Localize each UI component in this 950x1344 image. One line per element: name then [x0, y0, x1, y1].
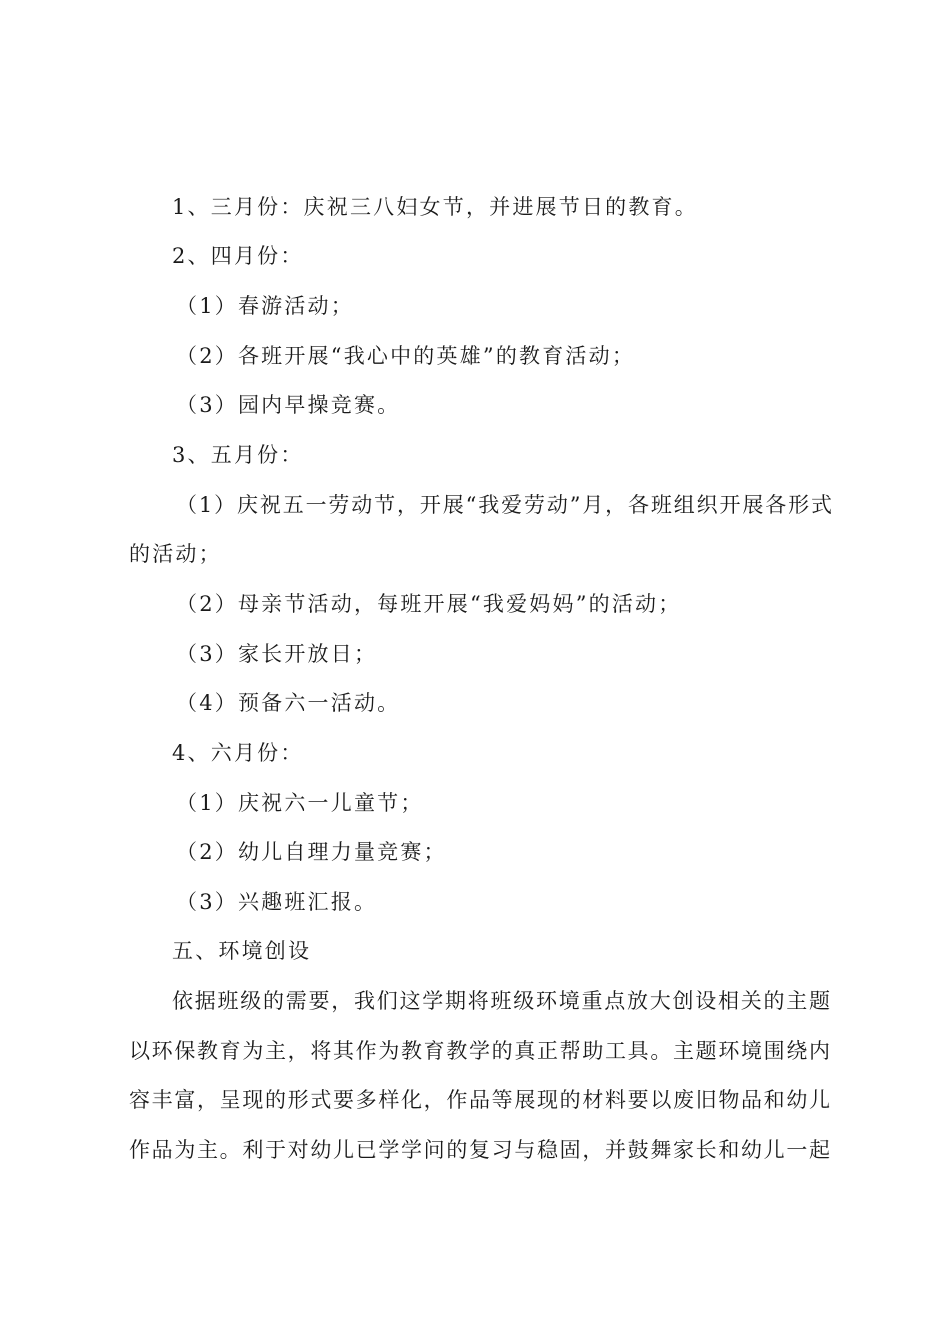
may-sub-item-1-continued: 的活动；: [129, 542, 222, 566]
april-heading: 2、四月份：: [172, 244, 304, 268]
june-sub-item-1: （1）庆祝六一儿童节；: [176, 791, 424, 815]
may-sub-item-2: （2）母亲节活动，每班开展“我爱妈妈”的活动；: [176, 592, 682, 616]
may-sub-item-3: （3）家长开放日；: [176, 642, 378, 666]
may-sub-item-1: （1）庆祝五一劳动节，开展“我爱劳动”月，各班组织开展各形式: [176, 493, 832, 517]
may-sub-item-4: （4）预备六一活动。: [176, 691, 401, 715]
april-sub-item-1: （1）春游活动；: [176, 294, 354, 318]
april-sub-item-2: （2）各班开展“我心中的英雄”的教育活动；: [176, 344, 636, 368]
april-sub-item-3: （3）园内早操竞赛。: [176, 393, 401, 417]
environment-paragraph-line-2: 以环保教育为主，将其作为教育教学的真正帮助工具。主题环境围绕内: [129, 1039, 830, 1063]
section-heading-environment: 五、环境创设: [172, 939, 312, 963]
may-heading: 3、五月份：: [172, 443, 304, 467]
june-sub-item-2: （2）幼儿自理力量竞赛；: [176, 840, 447, 864]
environment-paragraph-line-3: 容丰富，呈现的形式要多样化，作品等展现的材料要以废旧物品和幼儿: [129, 1088, 830, 1112]
environment-paragraph-line-1: 依据班级的需要，我们这学期将班级环境重点放大创设相关的主题: [172, 989, 830, 1013]
march-item: 1、三月份：庆祝三八妇女节，并进展节日的教育。: [172, 195, 698, 219]
june-heading: 4、六月份：: [172, 741, 304, 765]
june-sub-item-3: （3）兴趣班汇报。: [176, 890, 378, 914]
environment-paragraph-line-4: 作品为主。利于对幼儿已学学问的复习与稳固，并鼓舞家长和幼儿一起: [129, 1138, 830, 1162]
